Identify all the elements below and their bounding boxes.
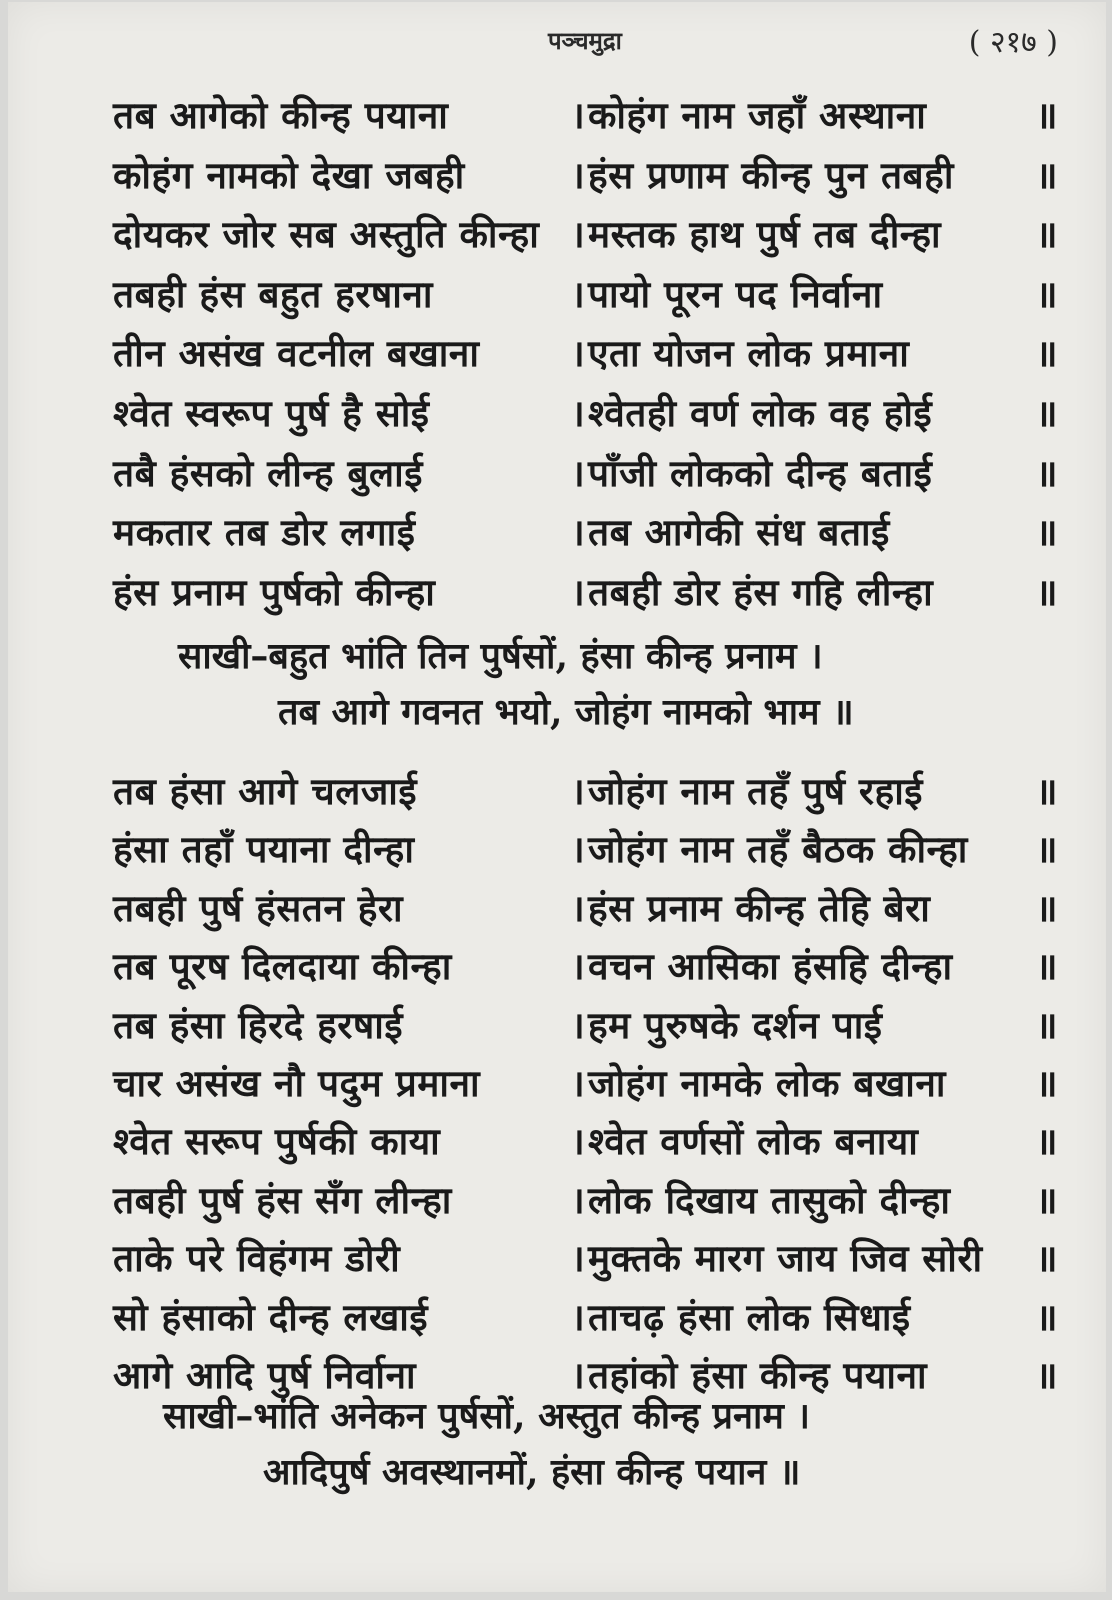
page-number: ( २१७ ) [968,25,1058,60]
danda-mark: । [570,1119,586,1164]
sakhi-line-1: साखी–भांति अनेकन पुर्षसों, अस्तुत कीन्ह प्रनाम । [163,1395,811,1437]
verse-second-half: मुक्तके मारग जाय जिव सोरी [588,1236,983,1281]
danda-mark: । [570,827,586,872]
verse-second-half: हंस प्रनाम कीन्ह तेहि बेरा [588,885,931,930]
verse-first-half: ताके परे विहंगम डोरी [113,1236,401,1281]
sakhi-line-2: आदिपुर्ष अवस्थानमों, हंसा कीन्ह पयान ॥ [263,1451,801,1493]
verse-line [113,505,1058,565]
danda-mark: । [570,1060,586,1105]
verse-first-half: तब हंसा हिरदे हरषाई [113,1002,404,1047]
verse-second-half: तहांको हंसा कीन्ह पयाना [588,1352,928,1397]
verse-line [113,881,1058,939]
double-danda-mark: ॥ [1035,271,1058,316]
danda-mark: । [570,93,586,137]
verse-second-half: मस्तक हाथ पुर्ष तब दीन्हा [588,212,942,257]
verse-line [113,565,1058,625]
double-danda-mark: ॥ [1035,944,1058,989]
sakhi-couplet-1 [8,630,1106,742]
double-danda-mark: ॥ [1035,93,1058,137]
verse-first-half: मकतार तब डोर लगाई [113,510,416,555]
verse-line [113,207,1058,267]
double-danda-mark: ॥ [1035,769,1058,813]
double-danda-mark: ॥ [1035,212,1058,257]
sakhi-line-1: साखी–बहुत भांति तिन पुर्षसों, हंसा कीन्ह प्रनाम । [178,635,823,677]
danda-mark: । [570,1352,586,1397]
running-head [8,20,1106,60]
verse-line [113,764,1058,822]
verse-first-half: कोहंग नामको देखा जबही [113,152,465,197]
danda-mark: । [570,331,586,376]
verse-first-half: तब आगेको कीन्ह पयाना [113,93,449,137]
danda-mark: । [570,944,586,989]
verse-line [113,446,1058,506]
verse-line [113,148,1058,208]
danda-mark: । [570,1294,586,1339]
verse-line [113,386,1058,446]
running-title: पञ्चमुद्रा [548,26,622,55]
verse-first-half: तबही पुर्ष हंस सँग लीन्हा [113,1177,452,1222]
book-page [8,2,1106,1592]
verse-second-half: तबही डोर हंस गहि लीन्हा [588,569,934,614]
double-danda-mark: ॥ [1035,152,1058,197]
verse-first-half: आगे आदि पुर्ष निर्वाना [113,1352,417,1397]
verse-first-half: हंस प्रनाम पुर्षको कीन्हा [113,569,436,614]
double-danda-mark: ॥ [1035,1294,1058,1339]
verse-second-half: कोहंग नाम जहाँ अस्थाना [588,93,927,137]
verse-line [113,1056,1058,1114]
verse-line [113,1173,1058,1231]
verse-second-half: हम पुरुषके दर्शन पाई [588,1002,883,1047]
verse-first-half: श्वेत स्वरूप पुर्ष है सोई [113,390,430,435]
danda-mark: । [570,1236,586,1281]
verse-second-half: पाँजी लोकको दीन्ह बताई [588,450,933,495]
verse-line [113,1114,1058,1172]
danda-mark: । [570,152,586,197]
danda-mark: । [570,450,586,495]
verse-second-half: लोक दिखाय तासुको दीन्हा [588,1177,951,1222]
verse-line [113,326,1058,386]
danda-mark: । [570,271,586,316]
sakhi-couplet-2 [8,1390,1106,1502]
verse-line [113,1231,1058,1289]
double-danda-mark: ॥ [1035,1002,1058,1047]
verse-second-half: जोहंग नाम तहँ पुर्ष रहाई [588,769,923,813]
double-danda-mark: ॥ [1035,1352,1058,1397]
verse-first-half: तबही पुर्ष हंसतन हेरा [113,885,404,930]
verse-first-half: तब हंसा आगे चलजाई [113,769,418,813]
danda-mark: । [570,569,586,614]
verse-line [113,998,1058,1056]
verse-line [113,822,1058,880]
chaupai-stanza-2 [113,764,1058,1406]
verse-line [113,267,1058,327]
verse-first-half: दोयकर जोर सब अस्तुति कीन्हा [113,212,540,257]
verse-first-half: हंसा तहाँ पयाना दीन्हा [113,827,415,872]
verse-second-half: हंस प्रणाम कीन्ह पुन तबही [588,152,954,197]
danda-mark: । [570,1177,586,1222]
danda-mark: । [570,510,586,555]
double-danda-mark: ॥ [1035,1060,1058,1105]
verse-second-half: श्वेत वर्णसों लोक बनाया [588,1119,919,1164]
double-danda-mark: ॥ [1035,827,1058,872]
danda-mark: । [570,212,586,257]
danda-mark: । [570,769,586,813]
double-danda-mark: ॥ [1035,885,1058,930]
verse-second-half: पायो पूरन पद निर्वाना [588,271,883,316]
verse-second-half: जोहंग नामके लोक बखाना [588,1060,946,1105]
verse-second-half: तब आगेकी संध बताई [588,510,890,555]
sakhi-line-2: तब आगे गवनत भयो, जोहंग नामको भाम ॥ [278,691,854,733]
verse-second-half: श्वेतही वर्ण लोक वह होई [588,390,933,435]
double-danda-mark: ॥ [1035,510,1058,555]
danda-mark: । [570,1002,586,1047]
verse-first-half: तीन असंख वटनील बखाना [113,331,480,376]
verse-second-half: वचन आसिका हंसहि दीन्हा [588,944,953,989]
verse-second-half: एता योजन लोक प्रमाना [588,331,910,376]
chaupai-stanza-1 [113,88,1058,624]
verse-first-half: तब पूरष दिलदाया कीन्हा [113,944,452,989]
double-danda-mark: ॥ [1035,569,1058,614]
double-danda-mark: ॥ [1035,1119,1058,1164]
verse-line [113,88,1058,148]
verse-first-half: तबै हंसको लीन्ह बुलाई [113,450,423,495]
double-danda-mark: ॥ [1035,1177,1058,1222]
verse-line [113,1290,1058,1348]
double-danda-mark: ॥ [1035,450,1058,495]
verse-second-half: ताचढ़ हंसा लोक सिधाई [588,1294,911,1339]
double-danda-mark: ॥ [1035,1236,1058,1281]
verse-first-half: तबही हंस बहुत हरषाना [113,271,433,316]
double-danda-mark: ॥ [1035,390,1058,435]
danda-mark: । [570,885,586,930]
verse-line [113,939,1058,997]
verse-first-half: श्वेत सरूप पुर्षकी काया [113,1119,441,1164]
verse-first-half: चार असंख नौ पदुम प्रमाना [113,1060,481,1105]
danda-mark: । [570,390,586,435]
verse-second-half: जोहंग नाम तहँ बैठक कीन्हा [588,827,968,872]
double-danda-mark: ॥ [1035,331,1058,376]
verse-first-half: सो हंसाको दीन्ह लखाई [113,1294,429,1339]
